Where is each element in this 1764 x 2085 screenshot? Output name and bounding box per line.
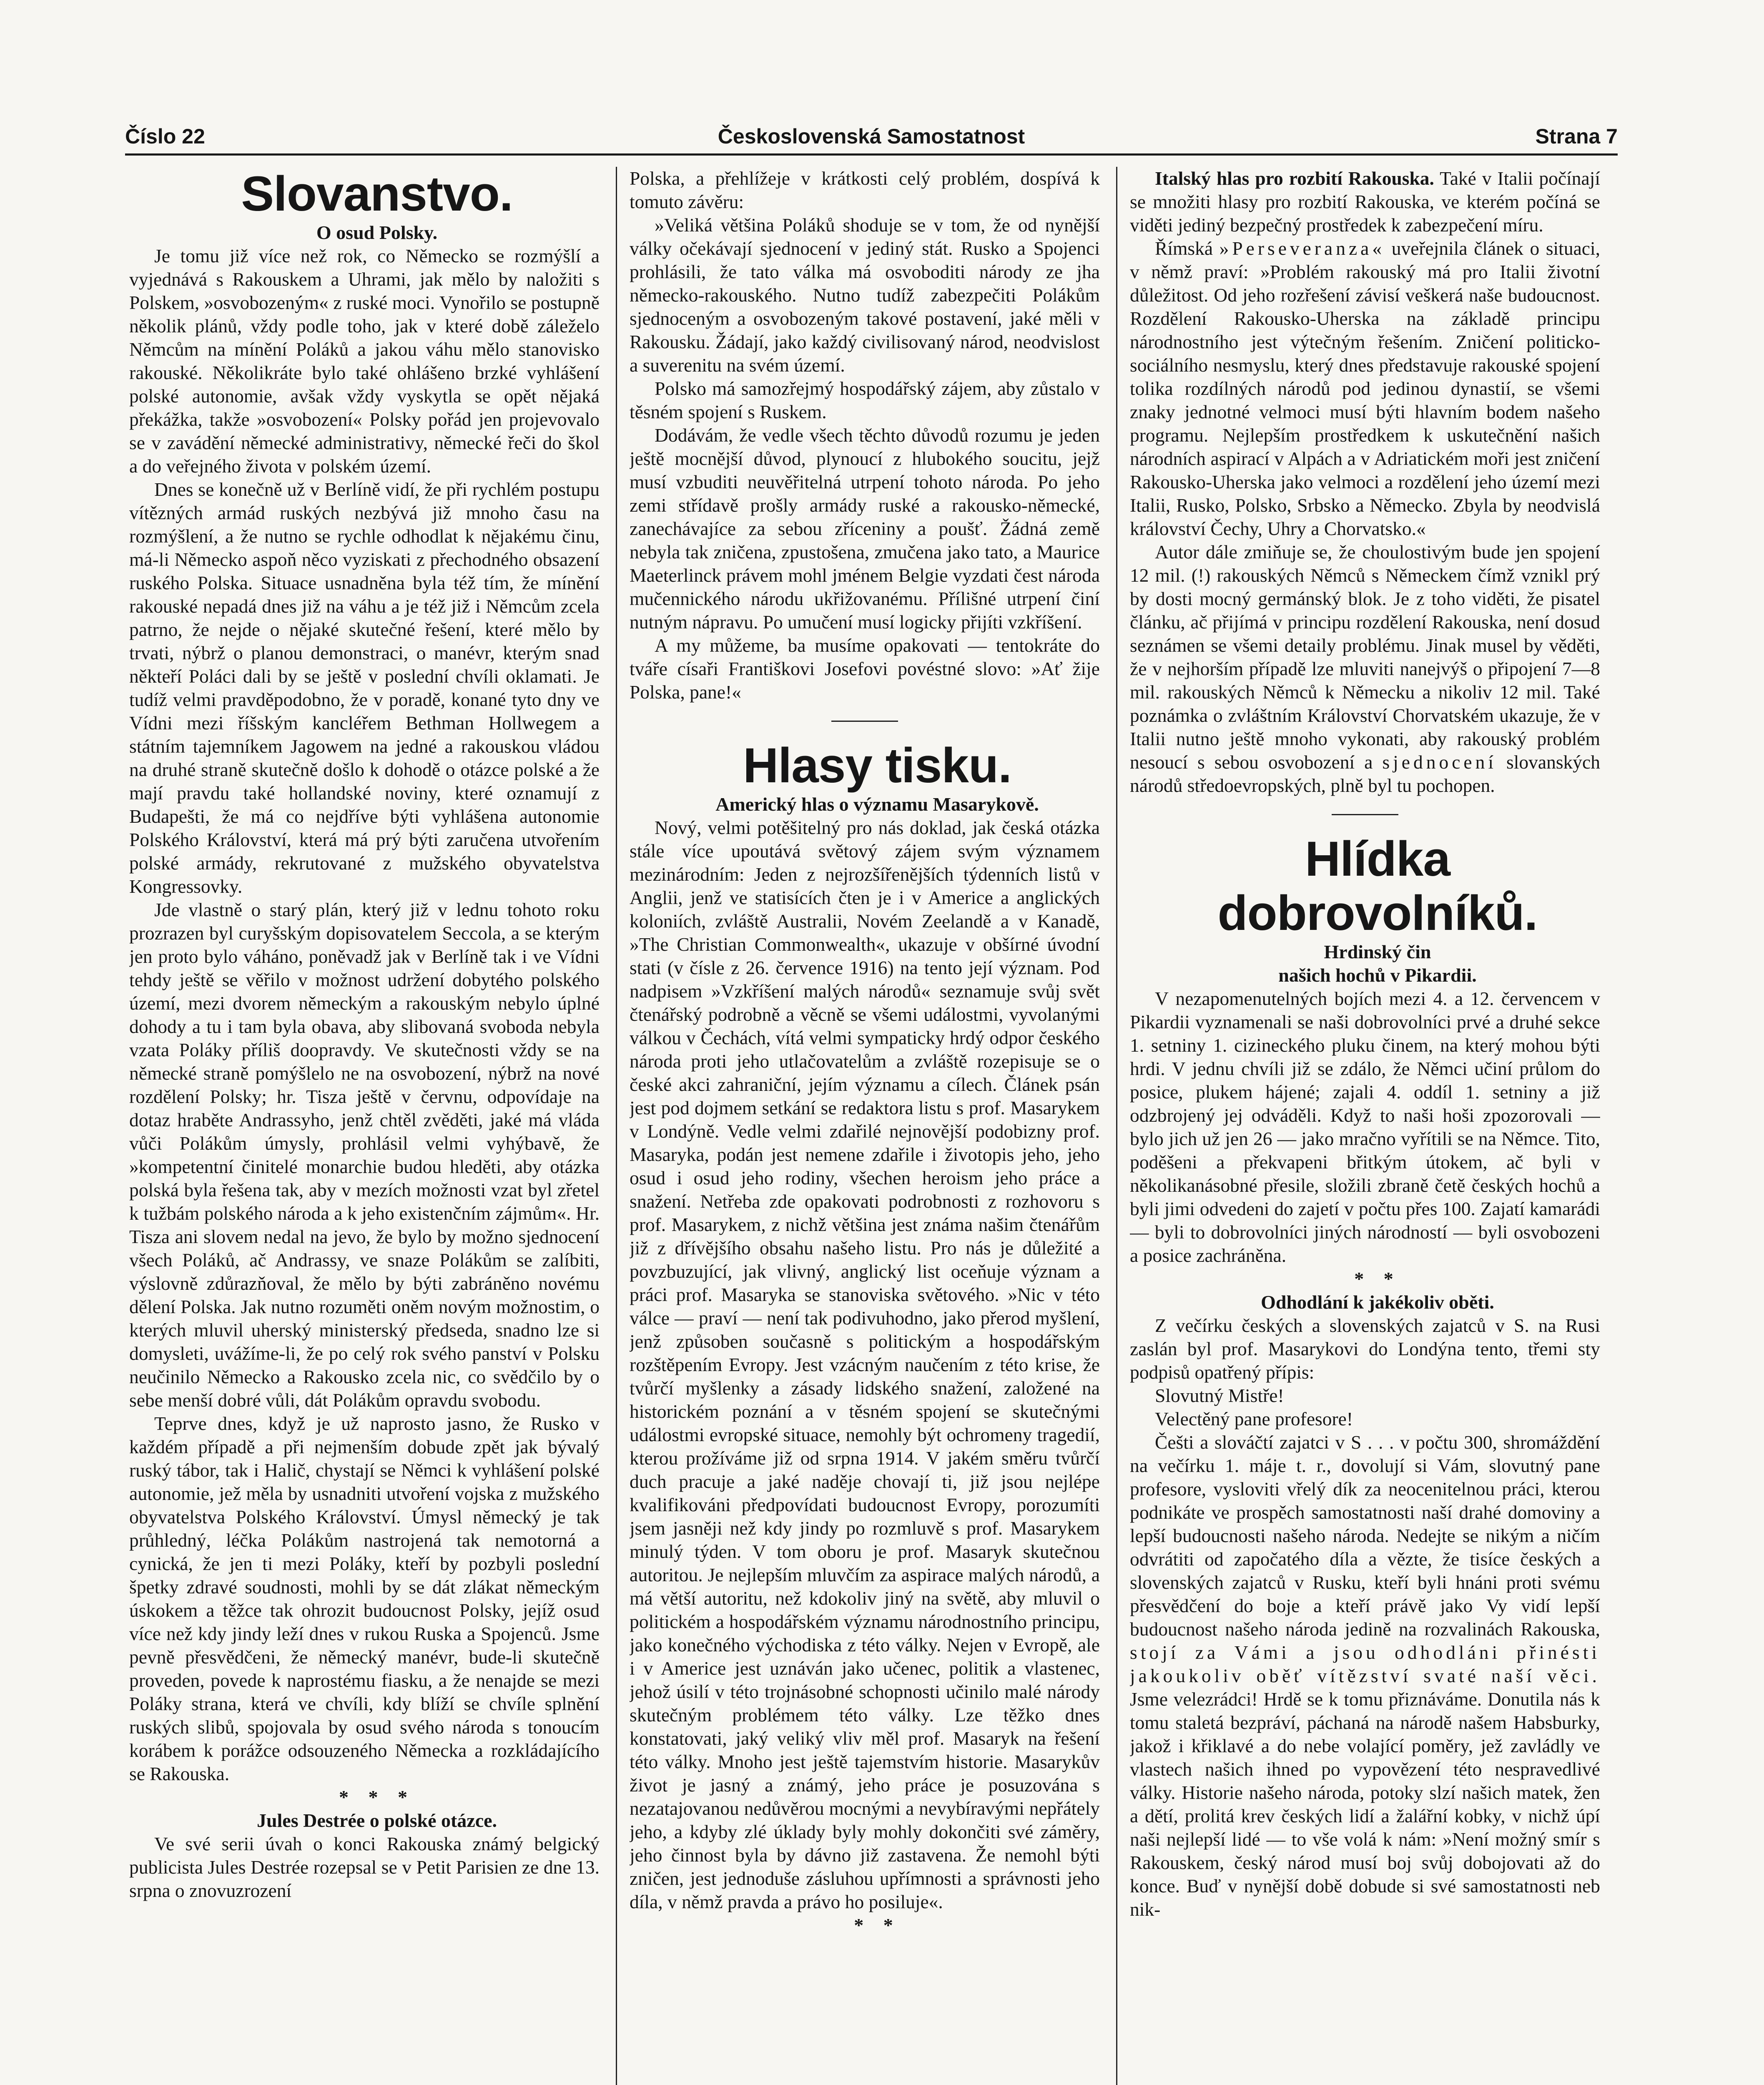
article-subhead: Americký hlas o významu Masarykově.: [715, 794, 1039, 815]
section-stars: * *: [854, 1914, 901, 1936]
paragraph: [1130, 167, 1600, 237]
section-title-slovanstvo: Slovanstvo.: [241, 167, 513, 221]
issue-number: Číslo 22: [125, 125, 205, 148]
article-subhead: Odhodlání k jakékoliv oběti.: [1261, 1291, 1494, 1313]
salutation: Slovutný Mistře!: [1155, 1385, 1284, 1406]
column-divider: [1116, 167, 1117, 2085]
salutation: Velectěný pane profesore!: [1155, 1408, 1353, 1429]
article-subhead: Jules Destrée o polské otázce.: [256, 1810, 497, 1831]
article-subhead: O osud Polsky.: [316, 222, 438, 243]
section-title-hlidka-line2: dobrovolníků.: [1217, 886, 1538, 941]
paragraph: »Veliká většina Poláků shoduje se v tom, že od nynější války očekávají sjednocení v jediný stát. Rusko a Spojenci prohlásili, že tato válka má osvoboditi národy ze jha německo-rakouského. Nutno tudíž zabezpečiti Polákům sjednoceným a osvobozeným takové postavení, jaké měli v Rakousku. Žádají, jako každý civilisovaný národ, neodvislost a suverenitu na svém území.: [630, 214, 1100, 376]
header-rule: [125, 153, 1618, 156]
column-3: [1130, 167, 1600, 2085]
spaced-text: sjednocení: [1382, 751, 1497, 773]
paragraph: Nový, velmi potěšitelný pro nás doklad, jak česká otázka stále více upoutává světový zájem svým významem mezinárodním: Jeden z nejrozšířenějších týdenních listů v Anglii, jenž ve statisících čten je i v Americe a anglických koloniích, zvláště Australii, Novém Zeelandě a v Kanadě, »The Christian Commonwealth«, ukazuje v obšírné úvodní stati (v čísle z 26. července 1916) na tento její význam. Pod nadpisem »Vzkříšení malých národů« seznamuje svůj svět čtenářský podrobně a věcně se všemi událostmi, vyvolanými válkou v Čechách, vítá velmi sympaticky hrdý odpor českého národa proti jeho utlačovatelům a zvláště rozepisuje se o české akci zahraniční, jejím významu a cílech. Článek psán jest pod dojmem setkání se redaktora listu s prof. Masarykem v Londýně. Vedle velmi zdařilé nejnovější podobizny prof. Masaryka, podán jest nemene zdařile i životopis jeho, jeho osud i osud jeho rodiny, všechen heroism jeho práce a snažení. Netřeba zde opakovati podrobnosti z rozhovoru s prof. Masarykem, z nichž většina jest známa našim čtenářům již z dřívějšího obsahu našeho listu. Pro nás je důležité a povzbuzující, jak vlivný, anglický list oceňuje význam a práci prof. Masaryka se stanoviska světového. »Nic v této válce — praví — není tak podivuhodno, jako přerod myšlení, jenž způsoben současně s politickým a hospodářským rozštěpením Evropy. Jest vzácným naučením z této krise, že tvůrčí myšlenky a zásady lidského snažení, založené na historickém poznání a v těsném spojení se skutečnými událostmi evropské situace, nemohly být ochromeny tragedií, kterou prožíváme již od srpna 1914. V jakém směru tvůrčí duch pracuje a jaké naděje chovají ti, již jsou nejlépe kvalifikováni předpovídati budoucnost Evropy, porozumíti jsem jasněji než kdy jindy po rozmluvě s prof. Masarykem minulý týden. V tom oboru je prof. Masaryk skutečnou autoritou. Je nejlepším mluvčím za aspirace malých národů, a má větší autoritu, než kdokoliv jiný na světě, aby mluvil o politickém a hospodářském významu národnostního principu, jako konečného východiska z této války. Nejen v Evropě, ale i v Americe jest uznáván jako učenec, politik a vlastenec, jehož úsilí v této trojnásobné schopnosti učinilo malé národy skutečným problémem této války. Lze těžko dnes konstatovati, jaký veliký vliv měl prof. Masaryk na řešení této války. Mnoho jest ještě tajemstvím historie. Masarykův život je jasný a známý, jeho práce je posuzována s nezatajovanou nedůvěrou mocnými a nevybíravými nepřátely jeho, a kdyby zlé úklady byly mohly dokončiti své záměry, jeho činnost byla by dávno již zastavena. Že nemohl býti zničen, jest jednoduše zásluhou upřímnosti a správnosti jeho díla, v němž pravda a právo ho posiluje«.: [630, 817, 1100, 1912]
column-divider: [616, 167, 617, 2085]
divider: [1332, 814, 1398, 815]
article-subhead: našich hochů v Pikardii.: [1278, 965, 1477, 986]
paragraph-text: Jsme velezrádci! Hrdě se k tomu přiznáváme. Donutila nás k tomu staletá bezpráví, páchaná na národě našem Habsburky, jakož i křiklavé a do nebe volající poměry, jež zavládly ve vlastech našich ihned po vypovězení této nespravedlivé války. Historie našeho národa, potoky slzí našich matek, žen a dětí, prolitá krev českých lidí a žalářní kobky, v nichž úpí naši nejlepší lidé — to vše volá k nám: »Není možný smír s Rakouskem, český národ musí boj svůj dobojovati až do konce. Buď v nynější době dobude si své samostatnosti neb nik-: [1130, 1688, 1600, 1920]
newspaper-title: Československá Samostatnost: [718, 125, 1025, 148]
paragraph: A my můžeme, ba musíme opakovati — tentokráte do tváře císaři Františkovi Josefovi povéstné slovo: »Ať žije Polska, pane!«: [630, 635, 1100, 703]
paragraph-text: slovanských národů středoevropských, plně byl tu pochopen.: [1130, 751, 1600, 796]
paragraph: Ve své serii úvah o konci Rakouska známý belgický publicista Jules Destrée rozepsal se v Petit Parisien ze dne 13. srpna o znovuzrození: [129, 1833, 600, 1901]
divider: [831, 721, 898, 722]
paragraph-text: Římská: [1155, 238, 1219, 259]
article-lead: Italský hlas pro rozbití Rakouska.: [1155, 168, 1434, 189]
paragraph: Z večírku českých a slovenských zajatců v S. na Rusi zaslán byl prof. Masarykovi do Londýna tento, třemi sty podpisů opatřený přípis:: [1130, 1315, 1600, 1383]
paragraph-text: Autor dále zmiňuje se, že choulostivým bude jen spojení 12 mil. (!) rakouských Němců s Německem čímž vznikl prý by dosti mocný germánský blok. Je z toho viděti, že pisatel článku, ač přijímá v principu rozdělení Rakouska, není dosud seznámen se všemi detaily problému. Jinak musel by věděti, že v nejhorším případě lze mluviti nanejvýš o připojení 7—8 mil. rakouských Němců k Německu a nikoliv 12 mil. Také poznámka o zvláštním Království Chorvatském ukazuje, že v Italii nutno ještě mnoho vykonati, aby rakouský problém nesoucí s sebou osvobození a: [1130, 541, 1600, 773]
section-title-hlasy-tisku: Hlasy tisku.: [743, 738, 1011, 793]
section-stars: * *: [1354, 1268, 1401, 1289]
paragraph: [1130, 237, 1600, 540]
paragraph: Je tomu již více než rok, co Německo se rozmýšlí a vyjednává s Rakouskem a Uhrami, jak mělo by naložiti s Polskem, »osvobozeným« z ruské moci. Vynořilo se postupně několik plánů, vždy podle toho, jak v které době záleželo Němcům na mínění Poláků a jakou váhu mělo stanovisko rakouské. Několikráte bylo také ohlášeno brzké vyhlášení polské autonomie, avšak vždy vyskytla se opět nějaká překážka, takže »osvobození« Polsky pořád jen projevovalo se v zavádění německé administrativy, německé řeči do škol a do veřejného života v polském území.: [129, 245, 600, 477]
spaced-text: stojí za Vámi a jsou odhodláni přinésti jakoukoliv oběť vítězství svaté naší věci.: [1130, 1642, 1600, 1686]
section-title-hlidka-line1: Hlídka: [1305, 831, 1450, 887]
column-1: [129, 167, 600, 2085]
paragraph: V nezapomenutelných bojích mezi 4. a 12. červencem v Pikardii vyznamenali se naši dobrovolníci prvé a druhé sekce 1. setniny 1. cizineckého pluku činem, na který mohou býti hrdi. V jednu chvíli již se zdálo, že Němci učiní průlom do posice, plukem hájené; zajali 4. oddíl 1. setniny a již odzbrojený jej odváděli. Když to naši hoši zpozorovali — bylo jich už jen 26 — jako mračno vyřítili se na Němce. Tito, poděšeni a překvapeni břitkým útokem, ač byli v několikanásobné přesile, složili zbraně četě českých hochů a byli jimi odvedeni do zajetí v počtu přes 100. Zajatí kamarádi — byli to dobrovolníci jiných národností — byli osvobozeni a posice zachráněna.: [1130, 988, 1600, 1266]
article-subhead: Hrdinský čin: [1324, 941, 1431, 962]
page-header: [125, 117, 1618, 155]
paragraph: Polska, a přehlížeje v krátkosti celý problém, dospívá k tomuto závěru:: [630, 168, 1100, 212]
section-stars: * * *: [339, 1786, 415, 1808]
page-number: Strana 7: [1535, 125, 1618, 148]
paragraph: [1130, 540, 1600, 797]
paragraph: Dodávám, že vedle všech těchto důvodů rozumu je jeden ještě mocnější důvod, plynoucí z hlubokého soucitu, jejž musí vzbuditi neuvěřitelná utrpení tohoto národa. Po jeho zemi střídavě prošly armády ruské a rakousko-německé, zanechávajíce za sebou zříceniny a poušť. Žádná země nebyla tak zničena, zpustošena, zmučena jako tato, a Maurice Maeterlinck právem mohl jménem Belgie vyzdati čest národa mučennického národu ukřižovanému. Přílišné utrpení činí nutným nápravu. Po umučení musí logicky přijíti vzkříšení.: [630, 425, 1100, 633]
paragraph: Polsko má samozřejmý hospodářský zájem, aby zůstalo v těsném spojení s Ruskem.: [630, 378, 1100, 422]
paragraph-text: Češti a slováčtí zajatci v S . . . v počtu 300, shromáždění na večírku 1. máje t. r., dovolují si Vám, slovutný pane profesore, vysloviti vřelý dík za neocenitelnou práci, kterou podnikáte ve prospěch samostatnosti naší drahé domoviny a lepší budoucnosti našeho národa. Nedejte se nikým a ničím odvrátiti od započatého díla a vězte, že tisíce českých a slovenských zajatců v Rusku, kteří byli hnáni proti svému přesvědčení do boje a kteří právě jako Vy vidí lepší budoucnost našeho národa jedině na rozvalinách Rakouska,: [1130, 1432, 1600, 1640]
paragraph: Jde vlastně o starý plán, který již v lednu tohoto roku prozrazen byl curyšským dopisovatelem Seccola, a se kterým jen proto bylo váháno, poněvadž jak v Berlíně tak i ve Vídni tehdy ještě se věřilo v možnost udržení dobytého polského území, mezi dvorem německým a rakouským nebylo úplné dohody a tu i tam byla obava, aby slibovaná svoboda nebyla vzata Poláky příliš doopravdy. Ve skutečnosti vždy se na německé straně pomýšlelo ne na osvobození, nýbrž na nové rozdělení Polsky; hr. Tisza ještě v červnu, odpovídaje na dotaz hraběte Andrassyho, jenž chtěl zvěděti, jaké má vláda vůči Polákům úmysly, prohlásil velmi vyhýbavě, že »kompetentní činitelé monarchie budou hleděti, aby otázka polská byla řešena tak, aby v mezích možnosti vzat byl zřetel k tužbám polského národa a k jeho existenčním zájmům«. Hr. Tisza ani slovem nedal na jevo, že bylo by možno sjednocení všech Poláků, ač Andrassy, ve snaze Polákům se zalíbiti, výslovně zdůrazňoval, že mělo by býti zabráněno novému dělení Polska. Jak nutno rozuměti oněm novým možnostim, o kterých mluvil uherský ministerský předseda, snadno lze si domysleti, uvážíme-li, že po celý rok svého panství v Polsku neučinilo Německo a Rakousko zcela nic, co svědčilo by o sebe menší dobré vůli, dát Polákům opravdu svobodu.: [129, 899, 600, 1411]
spaced-text: »Perseveranza«: [1219, 238, 1385, 259]
paragraph-text: Také v Italii počínají se množiti hlasy pro rozbití Rakouska, ve kterém počíná se viděti jediný bezpečný prostředek k zabezpečení míru.: [1130, 168, 1600, 236]
paragraph: [1130, 1431, 1600, 1921]
paragraph: Dnes se konečně už v Berlíně vidí, že při rychlém postupu vítězných armád ruských nezbývá již mnoho času na rozmýšlení, a že nutno se rychle odhodlat k nějakému činu, má-li Německo aspoň něco vyziskati z přechodného obsazení ruského Polska. Situace usnadněna byla též tím, že mínění rakouské nepadá dnes již na váhu a je též již i Němcům zcela patrno, že nejde o nějaké skutečné řešení, které mělo by trvati, nýbrž o planou demonstraci, o manévr, kterým snad někteří Poláci dali by se ještě v poslední chvíli oklamati. Je tudíž velmi pravděpodobno, že v poradě, konané tyto dny ve Vídni mezi říšským kancléřem Bethman Hollwegem a státním tajemníkem Jagowem na jedné a rakouskou vládou na druhé straně skutečně došlo k dohodě o otázce polské a že mají pravdu také hollandské noviny, které oznamují z Budapešti, že má co nejdříve býti vyhlášena autonomie Polského Království, která má prý býti zaručena utvořením polské armády, rekrutované z mužského obyvatelstva Kongressovky.: [129, 479, 600, 897]
paragraph: Teprve dnes, když je už naprosto jasno, že Rusko v každém případě a při nejmenším dobude zpět jak bývalý ruský tábor, tak i Halič, chystají se Němci k vyhlášení polské autonomie, jež měla by usnadniti utvoření vojska z mužského obyvatelstva Polského Království. Úmysl německý je tak průhledný, léčka Polákům nastrojená tak nemotorná a cynická, že jen ti mezi Poláky, kteří by pozbyli poslední špetky zdravé soudnosti, mohli by se dát zlákat německým úskokem a těžce tak ohrozit budoucnost Polsky, jejíž osud více než kdy jindy leží dnes v rukou Ruska a Spojenců. Jsme pevně přesvědčeni, že německý manévr, bude-li skutečně proveden, povede k naprostému fiasku, a že nenajde se mezi Poláky strana, která ve chvíli, kdy blíží se chvíle splnění ruských slibů, spojovala by osud svého národa s tonoucím korábem k porážce odsouzeného Německa a rozkládajícího se Rakouska.: [129, 1413, 600, 1784]
paragraph-text: uveřejnila článek o situaci, v němž praví: »Problém rakouský má pro Italii životní důležitost. Od jeho rozřešení závisí veškerá naše budoucnost. Rozdělení Rakousko-Uherska na základě principu národnostního jest výtečným řešením. Zničení politicko-sociálního nesmyslu, který dnes představuje rakouské spojení tolika rozdílných národů pod jedinou dynastií, se všemi znaky jednotné velmoci musí býti hlavním bodem našeho programu. Nejlepším prostředkem k uskutečnění našich národních aspirací v Alpách a v Adriatickém moři jest zničení Rakousko-Uherska jako velmoci a rozdělení jeho území mezi Italii, Rusko, Polsko, Srbsko a Německo. Zbyla by neodvislá království Čechy, Uhry a Chorvatsko.«: [1130, 238, 1600, 539]
column-2: [630, 167, 1100, 2085]
